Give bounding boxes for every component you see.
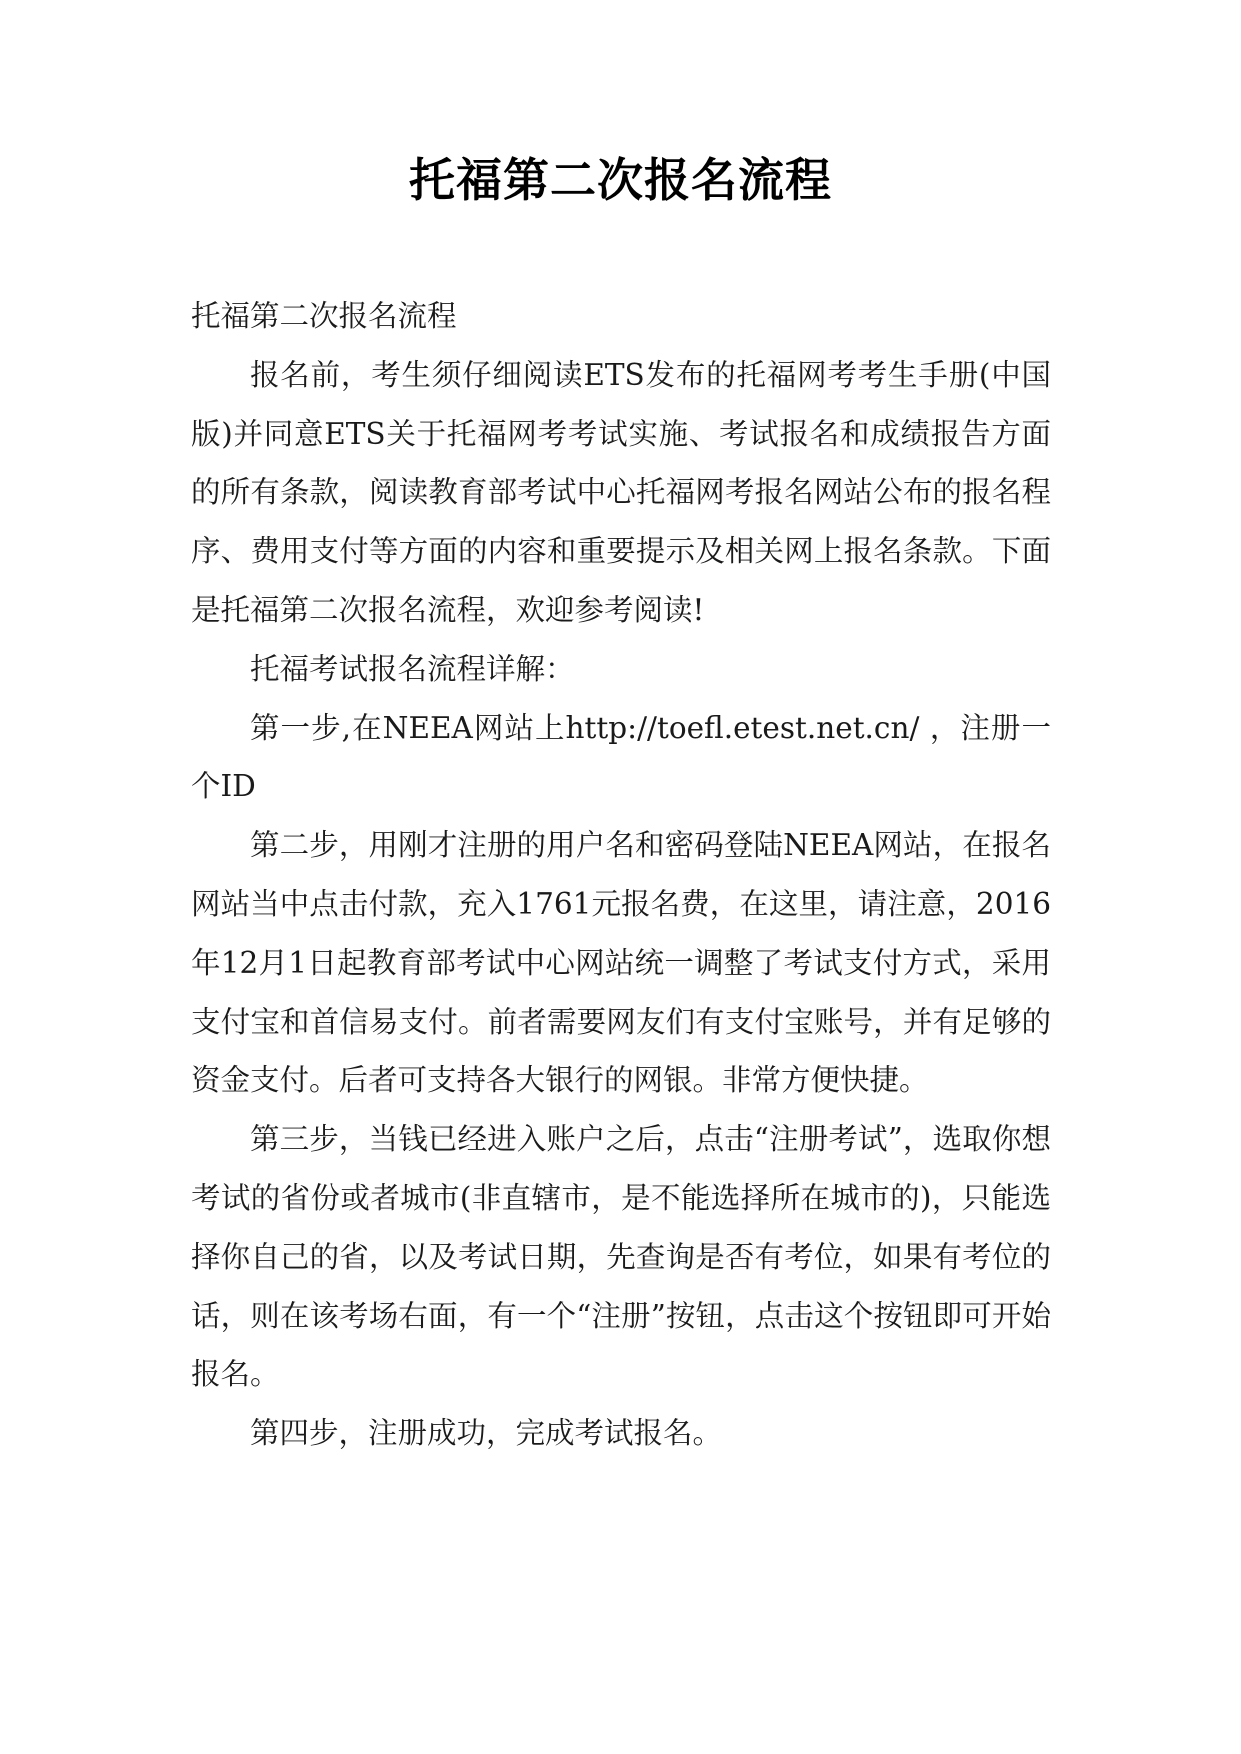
paragraph-step-2: 第二步，用刚才注册的用户名和密码登陆NEEA网站，在报名网站当中点击付款，充入1761元报名费，在这里，请注意，2016年12月1日起教育部考试中心网站统一调整了考试支付方式，采用支付宝和首信易支付。前者需要网友们有支付宝账号，并有足够的资金支付。后者可支持各大银行的网银。非常方便快捷。 bbox=[191, 828, 1051, 1098]
paragraph-process-heading: 托福考试报名流程详解： bbox=[250, 651, 575, 686]
document-title: 托福第二次报名流程 bbox=[409, 153, 832, 207]
paragraph-step-4: 第四步，注册成功，完成考试报名。 bbox=[250, 1416, 723, 1451]
document-body bbox=[191, 287, 1051, 1463]
paragraph-step-1: 第一步,在NEEA网站上http://toefl.etest.net.cn/ ，注册一个ID bbox=[191, 710, 1051, 804]
paragraph-intro: 报名前，考生须仔细阅读ETS发布的托福网考考生手册(中国版)并同意ETS关于托福网考考试实施、考试报名和成绩报告方面的所有条款，阅读教育部考试中心托福网考报名网站公布的报名程序、费用支付等方面的内容和重要提示及相关网上报名条款。下面是托福第二次报名流程，欢迎参考阅读! bbox=[191, 357, 1051, 627]
document-subtitle: 托福第二次报名流程 bbox=[191, 299, 457, 333]
paragraph-step-3: 第三步，当钱已经进入账户之后，点击“注册考试”，选取你想考试的省份或者城市(非直辖市，是不能选择所在城市的)，只能选择你自己的省，以及考试日期，先查询是否有考位，如果有考位的话，则在该考场右面，有一个“注册”按钮，点击这个按钮即可开始报名。 bbox=[191, 1122, 1051, 1392]
